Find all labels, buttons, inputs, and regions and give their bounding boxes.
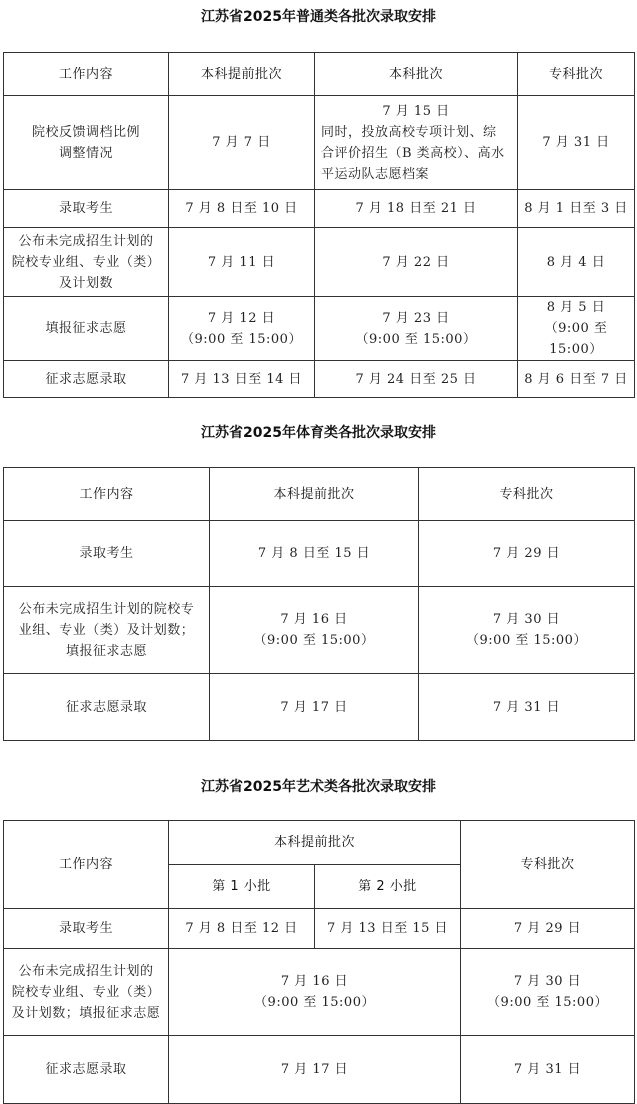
col-header-sub-batch-1: 第 1 小批 bbox=[169, 865, 315, 909]
early-cell: 7 月 8 日至 15 日 bbox=[210, 521, 419, 587]
table-row bbox=[4, 228, 635, 297]
col-header-junior: 专科批次 bbox=[461, 821, 635, 909]
early-cell: 7 月 12 日 （9:00 至 15:00） bbox=[169, 297, 315, 361]
early-cell: 7 月 7 日 bbox=[169, 96, 315, 190]
early-cell: 7 月 11 日 bbox=[169, 228, 315, 297]
table-row bbox=[4, 949, 635, 1036]
table-row bbox=[4, 96, 635, 190]
task-cell: 公布未完成招生计划的院校专 业组、专业（类）及计划数； 填报征求志愿 bbox=[4, 587, 210, 674]
task-cell: 征求志愿录取 bbox=[4, 361, 169, 398]
table-row bbox=[4, 190, 635, 228]
early-cell: 7 月 16 日 （9:00 至 15:00） bbox=[169, 949, 461, 1036]
junior-cell: 8 月 5 日 （9:00 至 15:00） bbox=[518, 297, 635, 361]
table-row bbox=[4, 909, 635, 949]
table-row bbox=[4, 587, 635, 674]
table-row bbox=[4, 361, 635, 398]
junior-cell: 7 月 29 日 bbox=[419, 521, 635, 587]
task-cell: 公布未完成招生计划的 院校专业组、专业（类） 及计划数；填报征求志愿 bbox=[4, 949, 169, 1036]
junior-cell: 7 月 30 日 （9:00 至 15:00） bbox=[461, 949, 635, 1036]
regular-cell: 7 月 18 日至 21 日 bbox=[315, 190, 518, 228]
table3-header-row-1 bbox=[4, 821, 635, 865]
table1-header-row bbox=[4, 53, 635, 96]
table3-art-schedule bbox=[3, 820, 635, 1104]
col-header-junior: 专科批次 bbox=[518, 53, 635, 96]
early-cell: 7 月 16 日 （9:00 至 15:00） bbox=[210, 587, 419, 674]
sub-batch-1-cell: 7 月 8 日至 12 日 bbox=[169, 909, 315, 949]
col-header-early: 本科提前批次 bbox=[169, 53, 315, 96]
task-cell: 录取考生 bbox=[4, 521, 210, 587]
table-row bbox=[4, 1036, 635, 1104]
col-header-sub-batch-2: 第 2 小批 bbox=[315, 865, 461, 909]
col-header-task: 工作内容 bbox=[4, 468, 210, 521]
junior-cell: 8 月 6 日至 7 日 bbox=[518, 361, 635, 398]
sub-batch-2-cell: 7 月 13 日至 15 日 bbox=[315, 909, 461, 949]
task-cell: 录取考生 bbox=[4, 190, 169, 228]
regular-cell: 7 月 24 日至 25 日 bbox=[315, 361, 518, 398]
junior-cell: 8 月 1 日至 3 日 bbox=[518, 190, 635, 228]
regular-cell: 7 月 15 日 同时，投放高校专项计划、综 合评价招生（B 类高校）、高水 平运动队志愿档案 bbox=[315, 96, 518, 190]
col-header-regular: 本科批次 bbox=[315, 53, 518, 96]
col-header-early: 本科提前批次 bbox=[169, 821, 461, 865]
early-cell: 7 月 17 日 bbox=[169, 1036, 461, 1104]
task-cell: 院校反馈调档比例 调整情况 bbox=[4, 96, 169, 190]
early-cell: 7 月 8 日至 10 日 bbox=[169, 190, 315, 228]
col-header-task: 工作内容 bbox=[4, 53, 169, 96]
table2-title: 江苏省2025年体育类各批次录取安排 bbox=[201, 425, 436, 441]
regular-cell: 7 月 23 日 （9:00 至 15:00） bbox=[315, 297, 518, 361]
col-header-task: 工作内容 bbox=[4, 821, 169, 909]
task-cell: 征求志愿录取 bbox=[4, 1036, 169, 1104]
junior-cell: 7 月 29 日 bbox=[461, 909, 635, 949]
col-header-junior: 专科批次 bbox=[419, 468, 635, 521]
early-cell: 7 月 13 日至 14 日 bbox=[169, 361, 315, 398]
table3-title: 江苏省2025年艺术类各批次录取安排 bbox=[201, 779, 436, 795]
table-row bbox=[4, 297, 635, 361]
table1-title: 江苏省2025年普通类各批次录取安排 bbox=[201, 9, 436, 25]
task-cell: 公布未完成招生计划的 院校专业组、专业（类） 及计划数 bbox=[4, 228, 169, 297]
task-cell: 填报征求志愿 bbox=[4, 297, 169, 361]
junior-cell: 7 月 31 日 bbox=[518, 96, 635, 190]
junior-cell: 7 月 31 日 bbox=[461, 1036, 635, 1104]
table-row bbox=[4, 521, 635, 587]
junior-cell: 8 月 4 日 bbox=[518, 228, 635, 297]
table-row bbox=[4, 674, 635, 741]
col-header-early: 本科提前批次 bbox=[210, 468, 419, 521]
task-cell: 录取考生 bbox=[4, 909, 169, 949]
junior-cell: 7 月 31 日 bbox=[419, 674, 635, 741]
junior-cell: 7 月 30 日 （9:00 至 15:00） bbox=[419, 587, 635, 674]
task-cell: 征求志愿录取 bbox=[4, 674, 210, 741]
table2-sports-schedule bbox=[3, 467, 635, 741]
table1-general-schedule bbox=[3, 52, 635, 398]
early-cell: 7 月 17 日 bbox=[210, 674, 419, 741]
regular-cell: 7 月 22 日 bbox=[315, 228, 518, 297]
table2-header-row bbox=[4, 468, 635, 521]
